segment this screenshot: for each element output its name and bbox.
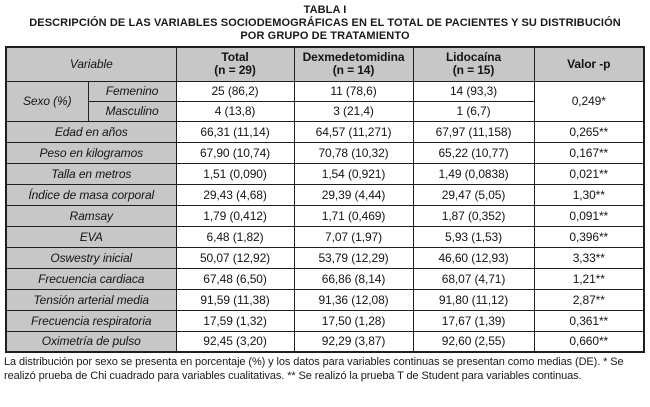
row-label-sexo: Sexo (%) bbox=[6, 81, 88, 121]
cell-lidocaina: 17,67 (1,39) bbox=[413, 310, 534, 331]
table-footnote: La distribución por sexo se presenta en porcentaje (%) y los datos para variables continuas se presentan como medias (DE). * Se realizó prueba de Chi cuadrado para variables cualitativas. ** Se realizó la prueba T de Student para variables continuas. bbox=[4, 356, 624, 382]
cell-total: 25 (86,2) bbox=[176, 81, 294, 101]
row-label: Edad en años bbox=[6, 121, 176, 142]
cell-lidocaina: 1,87 (0,352) bbox=[413, 205, 534, 226]
row-label: Oswestry inicial bbox=[6, 247, 176, 268]
cell-dexmedetomidina: 1,71 (0,469) bbox=[294, 205, 413, 226]
table-row bbox=[6, 142, 644, 163]
table-row bbox=[6, 226, 644, 247]
header-total: Total (n = 29) bbox=[176, 47, 294, 81]
table-row bbox=[6, 205, 644, 226]
row-label: Frecuencia cardiaca bbox=[6, 268, 176, 289]
cell-lidocaina: 68,07 (4,71) bbox=[413, 268, 534, 289]
cell-valor-p: 0,021** bbox=[534, 163, 644, 184]
cell-total: 67,48 (6,50) bbox=[176, 268, 294, 289]
cell-valor-p: 0,396** bbox=[534, 226, 644, 247]
cell-dexmedetomidina: 91,36 (12,08) bbox=[294, 289, 413, 310]
cell-dexmedetomidina: 66,86 (8,14) bbox=[294, 268, 413, 289]
cell-lidocaina: 91,80 (11,12) bbox=[413, 289, 534, 310]
cell-dexmedetomidina: 70,78 (10,32) bbox=[294, 142, 413, 163]
cell-dexmedetomidina: 3 (21,4) bbox=[294, 101, 413, 121]
table-row bbox=[6, 184, 644, 205]
header-variable: Variable bbox=[6, 47, 176, 81]
table-row bbox=[6, 289, 644, 310]
cell-valor-p: 1,30** bbox=[534, 184, 644, 205]
table-number: TABLA I bbox=[303, 4, 347, 16]
cell-lidocaina: 67,97 (11,158) bbox=[413, 121, 534, 142]
cell-dexmedetomidina: 53,79 (12,29) bbox=[294, 247, 413, 268]
table-row bbox=[6, 121, 644, 142]
cell-valor-p: 0,660** bbox=[534, 331, 644, 352]
table-header-row bbox=[6, 47, 644, 81]
row-label: Peso en kilogramos bbox=[6, 142, 176, 163]
table-row bbox=[6, 268, 644, 289]
cell-lidocaina: 5,93 (1,53) bbox=[413, 226, 534, 247]
cell-valor-p: 0,091** bbox=[534, 205, 644, 226]
cell-lidocaina: 46,60 (12,93) bbox=[413, 247, 534, 268]
table-title bbox=[0, 0, 650, 43]
table-row bbox=[6, 310, 644, 331]
cell-total: 4 (13,8) bbox=[176, 101, 294, 121]
row-label: EVA bbox=[6, 226, 176, 247]
cell-valor-p: 2,87** bbox=[534, 289, 644, 310]
cell-total: 6,48 (1,82) bbox=[176, 226, 294, 247]
cell-dexmedetomidina: 1,54 (0,921) bbox=[294, 163, 413, 184]
cell-valor-p: 0,249* bbox=[534, 81, 644, 121]
cell-dexmedetomidina: 11 (78,6) bbox=[294, 81, 413, 101]
cell-dexmedetomidina: 17,50 (1,28) bbox=[294, 310, 413, 331]
cell-total: 66,31 (11,14) bbox=[176, 121, 294, 142]
cell-total: 91,59 (11,38) bbox=[176, 289, 294, 310]
cell-valor-p: 0,167** bbox=[534, 142, 644, 163]
cell-dexmedetomidina: 92,29 (3,87) bbox=[294, 331, 413, 352]
header-valor-p: Valor -p bbox=[534, 47, 644, 81]
header-lidocaina: Lidocaína (n = 15) bbox=[413, 47, 534, 81]
cell-total: 67,90 (10,74) bbox=[176, 142, 294, 163]
cell-dexmedetomidina: 7,07 (1,97) bbox=[294, 226, 413, 247]
row-label: Oximetría de pulso bbox=[6, 331, 176, 352]
table-row bbox=[6, 247, 644, 268]
cell-lidocaina: 92,60 (2,55) bbox=[413, 331, 534, 352]
cell-total: 1,51 (0,090) bbox=[176, 163, 294, 184]
header-dexmedetomidina: Dexmedetomidina (n = 14) bbox=[294, 47, 413, 81]
cell-lidocaina: 1 (6,7) bbox=[413, 101, 534, 121]
cell-total: 92,45 (3,20) bbox=[176, 331, 294, 352]
cell-dexmedetomidina: 29,39 (4,44) bbox=[294, 184, 413, 205]
row-label: Frecuencia respiratoria bbox=[6, 310, 176, 331]
cell-dexmedetomidina: 64,57 (11,271) bbox=[294, 121, 413, 142]
row-label-femenino: Femenino bbox=[88, 81, 176, 101]
cell-total: 29,43 (4,68) bbox=[176, 184, 294, 205]
table-row bbox=[6, 331, 644, 352]
cell-lidocaina: 29,47 (5,05) bbox=[413, 184, 534, 205]
row-label: Tensión arterial media bbox=[6, 289, 176, 310]
cell-valor-p: 0,361** bbox=[534, 310, 644, 331]
row-label: Talla en metros bbox=[6, 163, 176, 184]
cell-lidocaina: 65,22 (10,77) bbox=[413, 142, 534, 163]
cell-total: 17,59 (1,32) bbox=[176, 310, 294, 331]
cell-valor-p: 1,21** bbox=[534, 268, 644, 289]
cell-total: 1,79 (0,412) bbox=[176, 205, 294, 226]
table-row bbox=[6, 163, 644, 184]
row-label-masculino: Masculino bbox=[88, 101, 176, 121]
cell-valor-p: 3,33** bbox=[534, 247, 644, 268]
row-label: Ramsay bbox=[6, 205, 176, 226]
table-caption-line1: DESCRIPCIÓN DE LAS VARIABLES SOCIODEMOGRÁFICAS EN EL TOTAL DE PACIENTES Y SU DISTRIBUCIÓN bbox=[29, 17, 621, 29]
cell-valor-p: 0,265** bbox=[534, 121, 644, 142]
cell-total: 50,07 (12,92) bbox=[176, 247, 294, 268]
table-caption-line2: POR GRUPO DE TRATAMIENTO bbox=[240, 30, 410, 42]
row-label: Índice de masa corporal bbox=[6, 184, 176, 205]
table-row bbox=[6, 81, 644, 101]
cell-lidocaina: 1,49 (0,0838) bbox=[413, 163, 534, 184]
sociodemographic-table bbox=[5, 46, 645, 353]
cell-lidocaina: 14 (93,3) bbox=[413, 81, 534, 101]
